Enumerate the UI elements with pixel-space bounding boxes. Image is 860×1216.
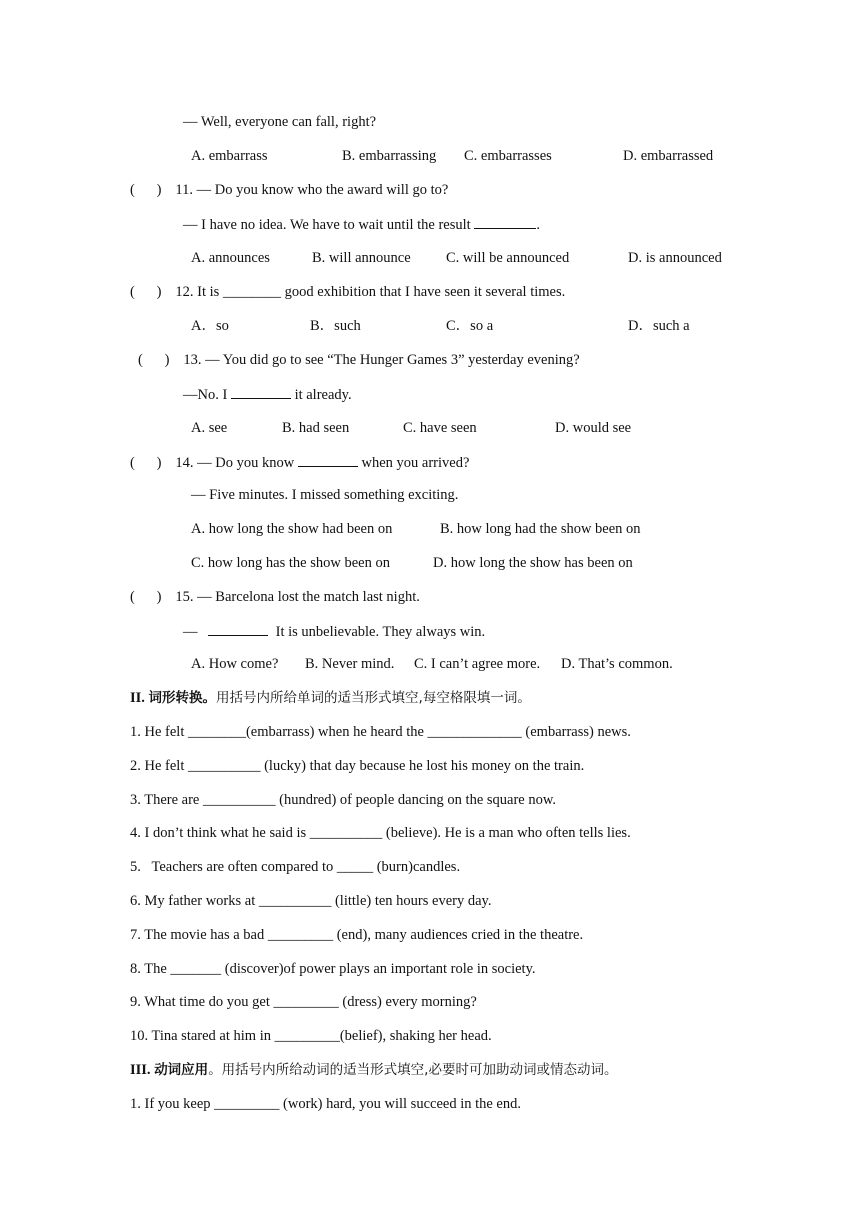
section3-heading	[130, 1061, 617, 1079]
s2-item-1: 1. He felt ________(embarrass) when he heard the _____________ (embarrass) news.	[130, 724, 631, 740]
q11-response-end: .	[536, 217, 540, 233]
q10-option-b: B. embarrassing	[342, 148, 437, 164]
q10-option-c: C. embarrasses	[464, 148, 552, 164]
q15-response	[183, 622, 485, 641]
q13-prompt: 13. — You did go to see “The Hunger Games 3” yesterday evening?	[183, 352, 580, 368]
q13-response-text: —No. I	[183, 387, 228, 403]
answer-blank[interactable]	[231, 385, 291, 399]
q10-response: — Well, everyone can fall, right?	[183, 114, 377, 130]
q11-option-b: B. will announce	[312, 250, 411, 266]
q13-option-b: B. had seen	[282, 420, 350, 436]
q14-question	[130, 453, 469, 472]
q12-option-c: C．so a	[446, 318, 494, 334]
answer-bracket-open: ( )	[130, 182, 162, 198]
q12-option-a: A．so	[191, 318, 229, 334]
q12-option-b: B．such	[310, 318, 361, 334]
q11-option-c: C. will be announced	[446, 250, 570, 266]
q13-option-c: C. have seen	[403, 420, 477, 436]
s2-item-6: 6. My father works at __________ (little) ten hours every day.	[130, 893, 492, 909]
q15-response-dash: —	[183, 624, 198, 640]
q11-option-d: D. is announced	[628, 250, 722, 266]
answer-blank[interactable]	[208, 622, 268, 636]
section3-instruction: 。用括号内所给动词的适当形式填空,必要时可加助动词或情态动词。	[208, 1062, 618, 1078]
q15-response-end: It is unbelievable. They always win.	[275, 624, 486, 640]
s3-item-1: 1. If you keep _________ (work) hard, you will succeed in the end.	[130, 1096, 521, 1112]
s2-item-5: 5. Teachers are often compared to _____ (burn)candles.	[130, 859, 461, 875]
q14-option-a: A. how long the show had been on	[191, 521, 393, 537]
q13-option-d: D. would see	[555, 420, 632, 436]
q15-option-b: B. Never mind.	[305, 656, 395, 672]
q11-question	[130, 181, 448, 199]
s2-item-4: 4. I don’t think what he said is __________ (believe). He is a man who often tells lies.	[130, 825, 631, 841]
q15-option-d: D. That’s common.	[561, 656, 673, 672]
section2-heading	[130, 689, 531, 707]
q13-option-a: A. see	[191, 420, 228, 436]
section3-number: III.	[130, 1062, 151, 1078]
q13-response	[183, 385, 352, 404]
q10-option-a: A. embarrass	[191, 148, 268, 164]
s2-item-10: 10. Tina stared at him in _________(belief), shaking her head.	[130, 1028, 492, 1044]
q11-response-text: — I have no idea. We have to wait until the result	[183, 217, 471, 233]
answer-bracket-open: ( )	[130, 284, 162, 300]
q11-response	[183, 215, 540, 234]
q11-option-a: A. announces	[191, 250, 270, 266]
q14-prompt-end: when you arrived?	[361, 455, 470, 471]
q12-question	[130, 283, 565, 301]
s2-item-2: 2. He felt __________ (lucky) that day because he lost his money on the train.	[130, 758, 585, 774]
q14-response: — Five minutes. I missed something exciting.	[191, 487, 459, 503]
section2-number: II.	[130, 690, 145, 706]
q15-question	[130, 588, 420, 606]
section2-instruction: 用括号内所给单词的适当形式填空,每空格限填一词。	[216, 690, 531, 706]
q14-option-b: B. how long had the show been on	[440, 521, 641, 537]
s2-item-7: 7. The movie has a bad _________ (end), many audiences cried in the theatre.	[130, 927, 584, 943]
q14-option-c: C. how long has the show been on	[191, 555, 390, 571]
answer-blank[interactable]	[298, 453, 358, 467]
q14-option-d: D. how long the show has been on	[433, 555, 633, 571]
q15-prompt: 15. — Barcelona lost the match last night.	[175, 589, 420, 605]
q10-option-d: D. embarrassed	[623, 148, 714, 164]
q14-prompt: 14. — Do you know	[175, 455, 295, 471]
q15-option-c: C. I can’t agree more.	[414, 656, 541, 672]
section3-title: 动词应用	[154, 1062, 209, 1078]
answer-blank[interactable]	[474, 215, 536, 229]
answer-bracket-open: ( )	[138, 352, 170, 368]
q12-prompt: 12. It is ________ good exhibition that I have seen it several times.	[175, 284, 566, 300]
q13-question	[138, 351, 580, 369]
section2-title: 词形转换。	[148, 690, 217, 706]
answer-bracket-open: ( )	[130, 455, 162, 471]
q15-option-a: A. How come?	[191, 656, 279, 672]
s2-item-3: 3. There are __________ (hundred) of people dancing on the square now.	[130, 792, 557, 808]
q12-option-d: D．such a	[628, 318, 690, 334]
s2-item-8: 8. The _______ (discover)of power plays an important role in society.	[130, 961, 536, 977]
answer-bracket-open: ( )	[130, 589, 162, 605]
q11-prompt: 11. — Do you know who the award will go to?	[175, 182, 449, 198]
s2-item-9: 9. What time do you get _________ (dress) every morning?	[130, 994, 477, 1010]
q13-response-end: it already.	[294, 387, 352, 403]
